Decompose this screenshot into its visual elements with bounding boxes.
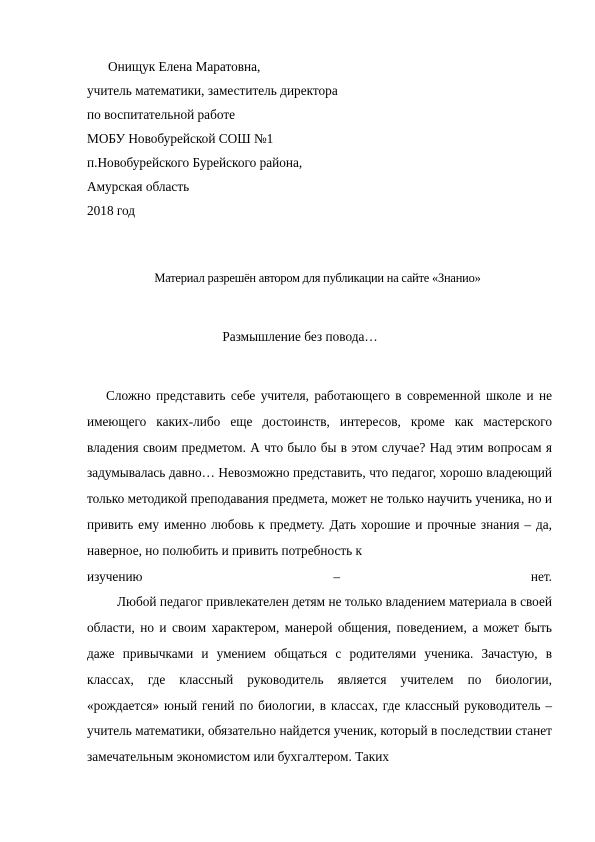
paragraph-2-text: Любой педагог привлекателен детям не только владением материала в своей области, но и своим характером, манерой общения, поведением, а может быть даже привычками и умением общаться с родителями ученика. Зачастую, в классах, где классный руководитель является учителем по биологии, «рождается» юный гений по биологии, в классах, где классный руководитель – учитель математики, обязательно найдется ученик, который в последствии станет замечательным экономистом или бухгалтером. Таких [87,594,552,765]
author-region: Амурская область [87,179,190,194]
paragraph-1 [87,383,552,564]
author-position-continued: по воспитательной работе [87,107,236,122]
word-net: нет. [530,568,552,584]
paragraph-1-text: Сложно представить себе учителя, работающего в современной школе и не имеющего каких-либо еще достоинств, интересов, кроме как мастерского владения своим предметом. А что было бы в этом случае? Над этим вопросам я задумывалась давно… Невозможно представить, что педагог, хорошо владеющий только методикой преподавания предмета, может не только научить ученика, но и привить ему именно любовь к предмету. Дать хорошие и прочные знания – да, наверное, но полюбить и привить потребность к [87,388,552,558]
paragraph-1-final-line [87,564,552,590]
essay-body [87,383,552,770]
author-info-block [87,55,507,223]
author-year: 2018 год [87,203,136,218]
paragraph-1-last-line [87,564,552,590]
author-locality: п.Новобурейского Бурейского района, [87,155,303,170]
paragraph-2 [87,589,552,770]
author-position: учитель математики, заместитель директора [87,83,338,98]
publication-permission-note: Материал разрешён автором для публикации на сайте «Знанио» [154,271,481,285]
author-school: МОБУ Новобурейской СОШ №1 [87,131,274,146]
word-izucheniyu: изучению [87,568,143,584]
essay-title: Размышление без повода… [222,329,378,344]
dash: – [333,568,340,584]
author-name: Онищук Елена Маратовна, [108,59,261,74]
